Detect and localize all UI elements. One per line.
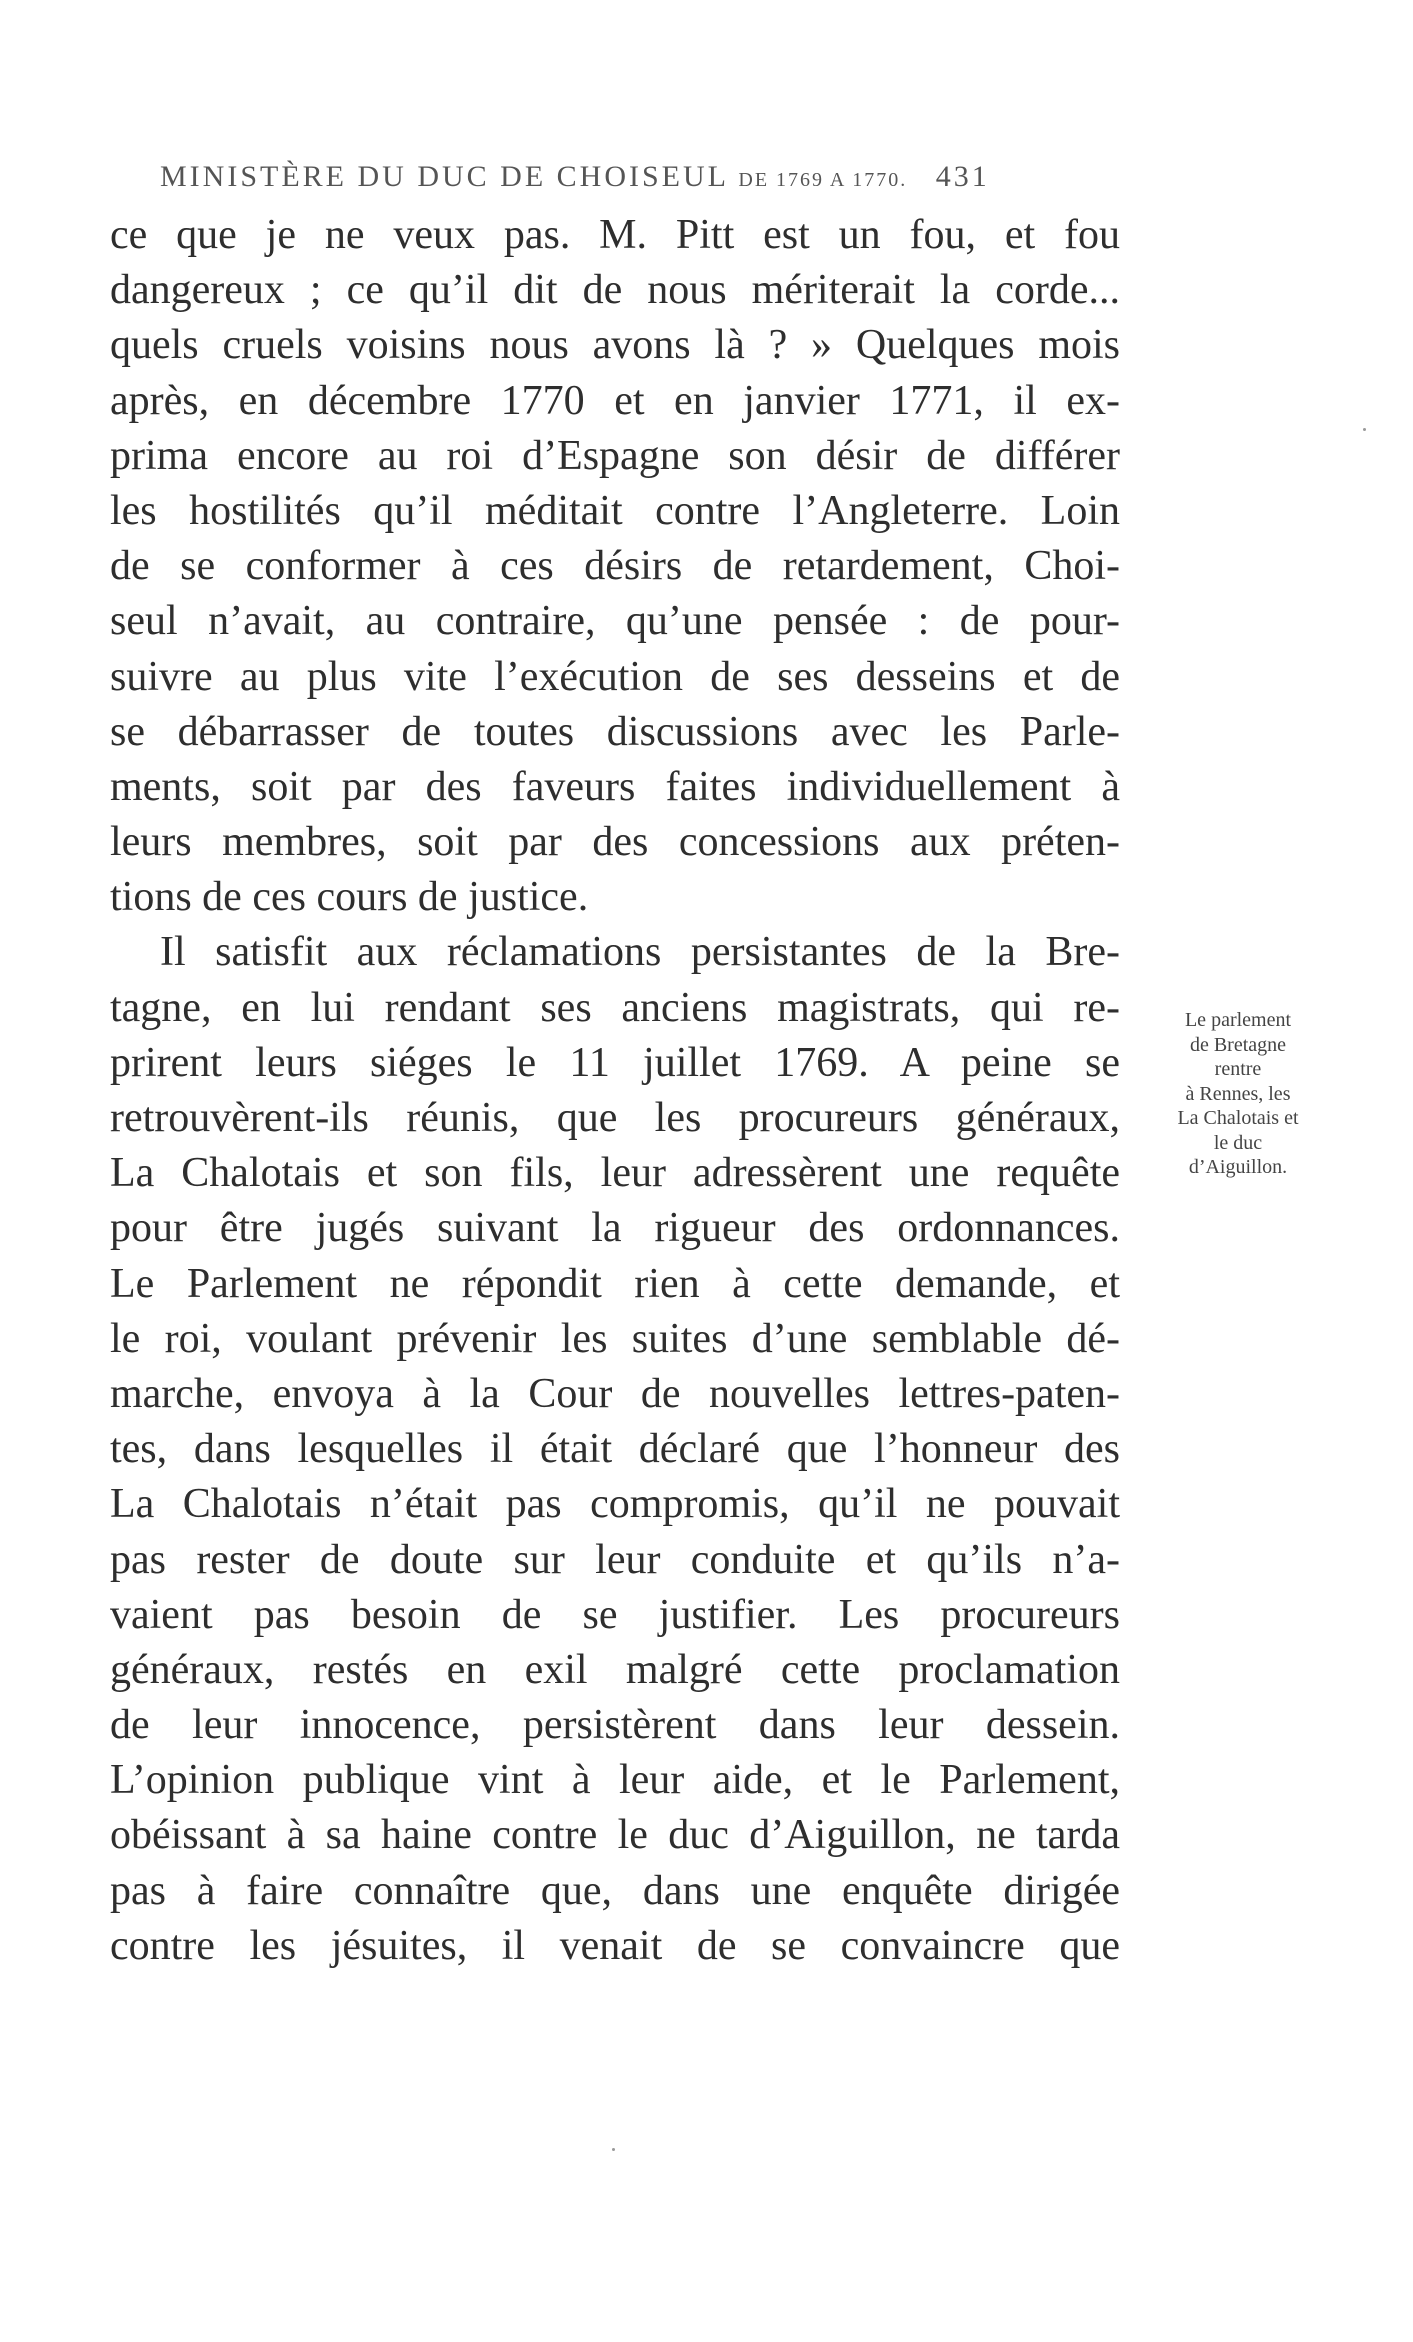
running-head-dates: DE 1769 A 1770. bbox=[738, 169, 908, 191]
text-line: leurs membres, soit par des concessions aux préten- bbox=[110, 819, 1120, 866]
text-line: de leur innocence, persistèrent dans leur dessein. bbox=[110, 1702, 1120, 1749]
running-head bbox=[160, 160, 1120, 194]
text-line: dangereux ; ce qu’il dit de nous mériterait la corde... bbox=[110, 267, 1120, 314]
text-line: L’opinion publique vint à leur aide, et le Parlement, bbox=[110, 1757, 1120, 1804]
paper-speck bbox=[612, 2148, 615, 2151]
margin-note-line: de Bretagne bbox=[1189, 1033, 1287, 1056]
text-line: Le Parlement ne répondit rien à cette demande, et bbox=[110, 1260, 1120, 1307]
margin-note bbox=[1148, 1008, 1328, 1180]
body-text bbox=[110, 208, 1120, 1974]
text-line: contre les jésuites, il venait de se convaincre que bbox=[110, 1922, 1120, 1969]
paragraph-start-line: Il satisfit aux réclamations persistantes de la Bre- bbox=[160, 929, 1120, 976]
margin-note-line: à Rennes, les bbox=[1185, 1082, 1291, 1105]
margin-note-line: d’Aiguillon. bbox=[1188, 1156, 1288, 1178]
text-line: ments, soit par des faveurs faites individuellement à bbox=[110, 763, 1120, 810]
text-line: après, en décembre 1770 et en janvier 1771, il ex- bbox=[110, 377, 1120, 424]
text-line: les hostilités qu’il méditait contre l’Angleterre. Loin bbox=[110, 487, 1120, 534]
margin-note-line: Le parlement bbox=[1184, 1009, 1292, 1031]
running-head-title: MINISTÈRE DU DUC DE CHOISEUL bbox=[160, 160, 728, 193]
text-line: généraux, restés en exil malgré cette proclamation bbox=[110, 1646, 1120, 1693]
paragraph-end-line: tions de ces cours de justice. bbox=[110, 874, 589, 921]
margin-note-line: le duc bbox=[1213, 1131, 1263, 1154]
text-line: pas à faire connaître que, dans une enquête dirigée bbox=[110, 1867, 1120, 1914]
text-line: pas rester de doute sur leur conduite et qu’ils n’a- bbox=[110, 1536, 1120, 1583]
text-line: retrouvèrent-ils réunis, que les procureurs généraux, bbox=[110, 1095, 1120, 1141]
text-line: tes, dans lesquelles il était déclaré que l’honneur des bbox=[110, 1426, 1120, 1473]
text-line: tagne, en lui rendant ses anciens magistrats, qui re- bbox=[110, 984, 1120, 1031]
text-line: La Chalotais n’était pas compromis, qu’il ne pouvait bbox=[110, 1481, 1120, 1528]
text-line: La Chalotais et son fils, leur adressèrent une requête bbox=[110, 1150, 1120, 1197]
text-line: obéissant à sa haine contre le duc d’Aiguillon, ne tarda bbox=[110, 1812, 1120, 1859]
text-line: suivre au plus vite l’exécution de ses desseins et de bbox=[110, 653, 1120, 700]
text-line: prirent leurs siéges le 11 juillet 1769. A peine se bbox=[110, 1039, 1120, 1086]
text-line: quels cruels voisins nous avons là ? » Quelques mois bbox=[110, 322, 1120, 369]
text-line: le roi, voulant prévenir les suites d’une semblable dé- bbox=[110, 1315, 1120, 1362]
text-line: marche, envoya à la Cour de nouvelles lettres-paten- bbox=[110, 1370, 1120, 1417]
text-line: pour être jugés suivant la rigueur des ordonnances. bbox=[110, 1205, 1120, 1252]
text-line: se débarrasser de toutes discussions avec les Parle- bbox=[110, 708, 1120, 755]
text-line: ce que je ne veux pas. M. Pitt est un fou, et fou bbox=[110, 212, 1120, 258]
text-line: prima encore au roi d’Espagne son désir de différer bbox=[110, 432, 1120, 479]
text-line: vaient pas besoin de se justifier. Les procureurs bbox=[110, 1591, 1120, 1638]
page-number: 431 bbox=[935, 160, 990, 193]
text-line: seul n’avait, au contraire, qu’une pensée : de pour- bbox=[110, 598, 1120, 645]
margin-note-line: La Chalotais et bbox=[1177, 1107, 1299, 1129]
margin-note-line: rentre bbox=[1214, 1058, 1262, 1080]
paper-speck bbox=[1363, 428, 1366, 431]
text-line: de se conformer à ces désirs de retardement, Choi- bbox=[110, 543, 1120, 590]
